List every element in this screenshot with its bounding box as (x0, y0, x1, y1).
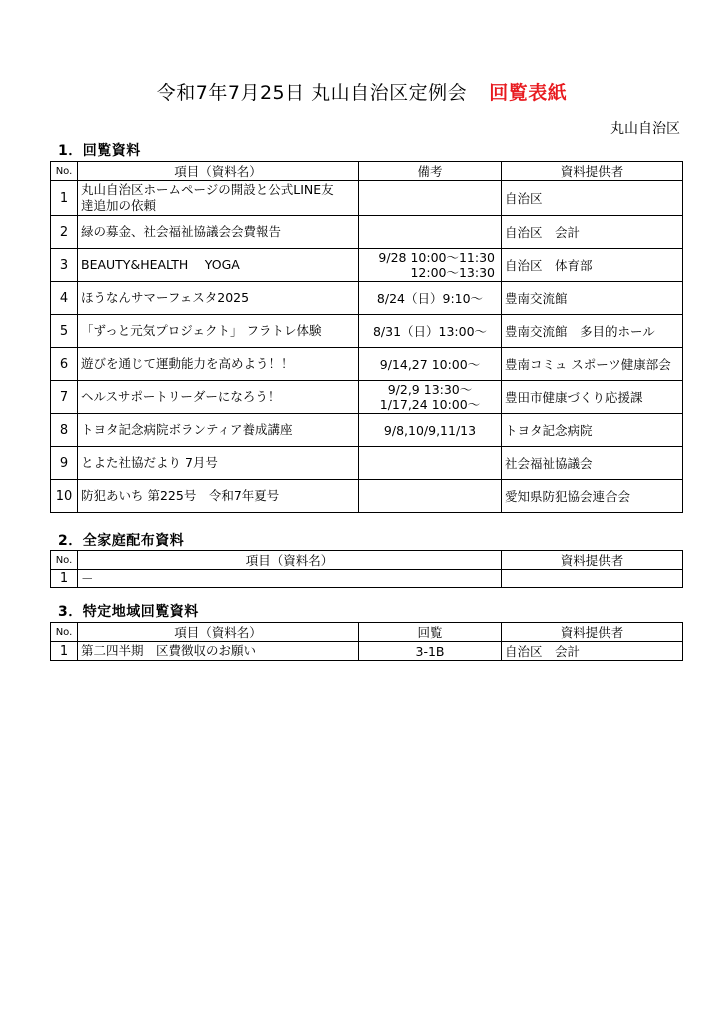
table-header-row (51, 551, 683, 570)
section1-heading: 1．回覧資料 (58, 143, 141, 159)
row-note: 9/14,27 10:00～ (359, 348, 502, 381)
section2-heading: 2．全家庭配布資料 (58, 533, 185, 549)
table-row (51, 381, 683, 414)
row-note (359, 249, 502, 282)
row-note (359, 181, 502, 216)
row-note: 3-1B (359, 642, 502, 661)
col-header-provider: 資料提供者 (502, 623, 683, 642)
household-table (50, 550, 683, 588)
col-header-item: 項目（資料名） (78, 623, 359, 642)
row-item: トヨタ記念病院ボランティア養成講座 (78, 414, 359, 447)
table-header-row (51, 623, 683, 642)
row-note: 8/24（日）9:10～ (359, 282, 502, 315)
table-row (51, 414, 683, 447)
col-header-no: No. (51, 551, 78, 570)
row-no: 7 (51, 381, 78, 414)
row-provider: 豊田市健康づくり応援課 (502, 381, 683, 414)
col-header-no: No. (51, 623, 78, 642)
row-note (359, 480, 502, 513)
row-provider: 自治区 会計 (502, 642, 683, 661)
row-item: 緑の募金、社会福祉協議会会費報告 (78, 216, 359, 249)
row-no: 8 (51, 414, 78, 447)
col-header-no: No. (51, 162, 78, 181)
row-note (359, 447, 502, 480)
col-header-provider: 資料提供者 (502, 551, 683, 570)
row-item: ほうなんサマーフェスタ2025 (78, 282, 359, 315)
row-no: 4 (51, 282, 78, 315)
row-no: 5 (51, 315, 78, 348)
row-item: 「ずっと元気プロジェクト」 フラトレ体験 (78, 315, 359, 348)
col-header-note: 備考 (359, 162, 502, 181)
table-row (51, 480, 683, 513)
table-row (51, 315, 683, 348)
table-row (51, 348, 683, 381)
row-item: 第二四半期 区費徴収のお願い (78, 642, 359, 661)
row-item: 防犯あいち 第225号 令和7年夏号 (78, 480, 359, 513)
table-row (51, 282, 683, 315)
row-note-line: 9/28 10:00～11:30 (378, 250, 495, 265)
row-item: 遊びを通じて運動能力を高めよう！！ (78, 348, 359, 381)
row-no: 6 (51, 348, 78, 381)
row-note-line: 9/2,9 13:30～ (387, 382, 473, 397)
col-header-note: 回覧 (359, 623, 502, 642)
row-item: BEAUTY&HEALTH YOGA (78, 249, 359, 282)
page-title (0, 78, 724, 105)
row-no: 2 (51, 216, 78, 249)
table-row (51, 447, 683, 480)
row-provider: 自治区 体育部 (502, 249, 683, 282)
row-provider: 自治区 会計 (502, 216, 683, 249)
col-header-item: 項目（資料名） (78, 162, 359, 181)
row-provider: 豊南交流館 多目的ホール (502, 315, 683, 348)
row-item (78, 181, 359, 216)
row-item-line: 達追加の依頼 (81, 198, 157, 213)
row-no: 1 (51, 181, 78, 216)
row-provider: 社会福祉協議会 (502, 447, 683, 480)
title-text: 令和7年7月25日 丸山自治区定例会 (156, 82, 468, 104)
row-item: とよた社協だより 7月号 (78, 447, 359, 480)
row-provider: 自治区 (502, 181, 683, 216)
specific-area-table (50, 622, 683, 661)
row-no: 3 (51, 249, 78, 282)
row-note-line: 12:00～13:30 (410, 265, 495, 280)
table-row (51, 642, 683, 661)
table-row (51, 249, 683, 282)
row-note: 9/8,10/9,11/13 (359, 414, 502, 447)
row-note-line: 1/17,24 10:00～ (379, 397, 481, 412)
row-no: 1 (51, 642, 78, 661)
table-header-row (51, 162, 683, 181)
title-accent: 回覧表紙 (489, 82, 568, 104)
table-row (51, 181, 683, 216)
section3-heading: 3．特定地域回覧資料 (58, 604, 199, 620)
col-header-item: 項目（資料名） (78, 551, 502, 570)
row-note (359, 381, 502, 414)
row-item-line: 丸山自治区ホームページの開設と公式LINE友 (81, 182, 334, 197)
row-provider: トヨタ記念病院 (502, 414, 683, 447)
row-item: ヘルスサポートリーダーになろう！ (78, 381, 359, 414)
row-no: 9 (51, 447, 78, 480)
circulation-table (50, 161, 683, 513)
row-note: 8/31（日）13:00～ (359, 315, 502, 348)
row-provider: 豊南コミュ スポーツ健康部会 (502, 348, 683, 381)
table-row (51, 216, 683, 249)
row-provider (502, 570, 683, 588)
row-provider: 豊南交流館 (502, 282, 683, 315)
row-item: － (78, 570, 502, 588)
row-note (359, 216, 502, 249)
table-row (51, 570, 683, 588)
row-provider: 愛知県防犯協会連合会 (502, 480, 683, 513)
row-no: 10 (51, 480, 78, 513)
col-header-provider: 資料提供者 (502, 162, 683, 181)
organization-name: 丸山自治区 (610, 121, 680, 137)
row-no: 1 (51, 570, 78, 588)
